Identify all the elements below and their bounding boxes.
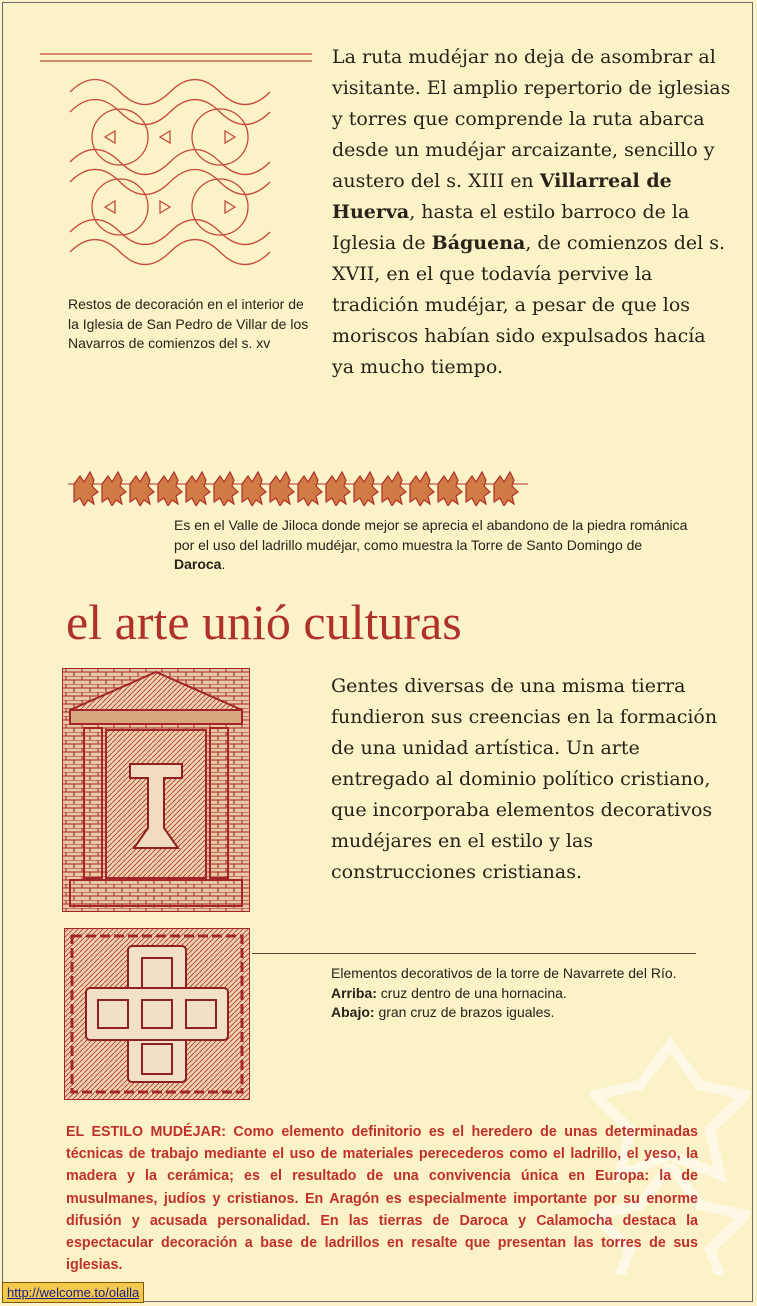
divider-line bbox=[252, 953, 696, 954]
intro-text-1: La ruta mudéjar no deja de asombrar al visitante. El amplio repertorio de iglesias y torres que comprende la ruta abarca desde un mudéjar arcaizante, sencillo y austero del s. XIII en bbox=[332, 46, 731, 192]
illustrations-caption bbox=[331, 964, 691, 1023]
lizard-motif bbox=[326, 472, 350, 506]
lizard-motif bbox=[74, 472, 98, 506]
valle-caption-end: . bbox=[221, 556, 226, 572]
valle-caption-text: Es en el Valle de Jiloca donde mejor se aprecia el abandono de la piedra románica por el uso del ladrillo mudéjar, como muestra la Torre de Santo Domingo de bbox=[174, 517, 688, 553]
lizard-motif bbox=[158, 472, 182, 506]
lizard-motif bbox=[186, 472, 210, 506]
caption-line-1: Elementos decorativos de la torre de Navarrete del Río. bbox=[331, 965, 677, 981]
source-url-link[interactable]: http://welcome.to/olalla bbox=[2, 1282, 144, 1303]
caption-abajo-text: gran cruz de brazos iguales. bbox=[374, 1004, 555, 1020]
interlace-ornament-icon bbox=[40, 52, 312, 278]
lizard-motif bbox=[130, 472, 154, 506]
intro-bold-baguena: Báguena bbox=[431, 232, 526, 254]
lizard-motif bbox=[354, 472, 378, 506]
valle-caption-daroca: Daroca bbox=[174, 556, 222, 572]
lizard-motif bbox=[270, 472, 294, 506]
lizard-motif bbox=[102, 472, 126, 506]
caption-abajo-label: Abajo: bbox=[331, 1004, 375, 1020]
estilo-mudejar-text: EL ESTILO MUDÉJAR: Como elemento definitorio es el heredero de unas determinadas técnicas de trabajo mediante el uso de materiales perecederos como el ladrillo, el yeso, la madera y la cerámica; es el resultado de una convivencia única en Europa: la de musulmanes, judíos y cristianos. En Aragón es especialmente importante por su enorme difusión y acusada personalidad. En las tierras de Daroca y Calamocha destaca la espectacular decoración a base de ladrillos en resalte que presentan las torres de sus iglesias. bbox=[66, 1124, 698, 1274]
ornament-caption: Restos de decoración en el interior de la Iglesia de San Pedro de Villar de los Navarros de comienzos del s. xv bbox=[68, 296, 309, 351]
lizard-frieze-icon bbox=[68, 462, 528, 506]
intro-text-2: , hasta el estilo barroco de la Iglesia de bbox=[332, 201, 690, 254]
lizard-motif bbox=[214, 472, 238, 506]
hornacina-cross-icon bbox=[62, 668, 250, 912]
lizard-motif bbox=[466, 472, 490, 506]
section-heading: el arte unió culturas bbox=[66, 594, 462, 650]
lizard-motif bbox=[410, 472, 434, 506]
lizard-motif bbox=[382, 472, 406, 506]
lizard-motif bbox=[242, 472, 266, 506]
intro-bold-villarreal: Villarreal de Huerva bbox=[332, 170, 672, 223]
lizard-motif bbox=[438, 472, 462, 506]
intro-paragraph bbox=[332, 42, 732, 383]
lizard-motif bbox=[298, 472, 322, 506]
caption-arriba bbox=[331, 984, 691, 1004]
caption-abajo bbox=[331, 1003, 691, 1023]
lizard-motif bbox=[494, 472, 518, 506]
caption-arriba-text: cruz dentro de una hornacina. bbox=[376, 984, 567, 1001]
culturas-paragraph: Gentes diversas de una misma tierra fundieron sus creencias en la formación de una unidad artística. Un arte entregado al dominio político cristiano, que incorporaba elementos decorativos mudéjares en el estilo y las construcciones cristianas. bbox=[331, 675, 718, 883]
caption-arriba-label: Arriba: bbox=[331, 984, 377, 1001]
intro-text-3: , de comienzos del s. XVII, en el que todavía pervive la tradición mudéjar, a pesar de que los moriscos habían sido expulsados hacía ya mucho tiempo. bbox=[332, 232, 726, 378]
valle-jiloca-caption bbox=[174, 516, 694, 575]
brick-cross-icon bbox=[64, 928, 250, 1100]
